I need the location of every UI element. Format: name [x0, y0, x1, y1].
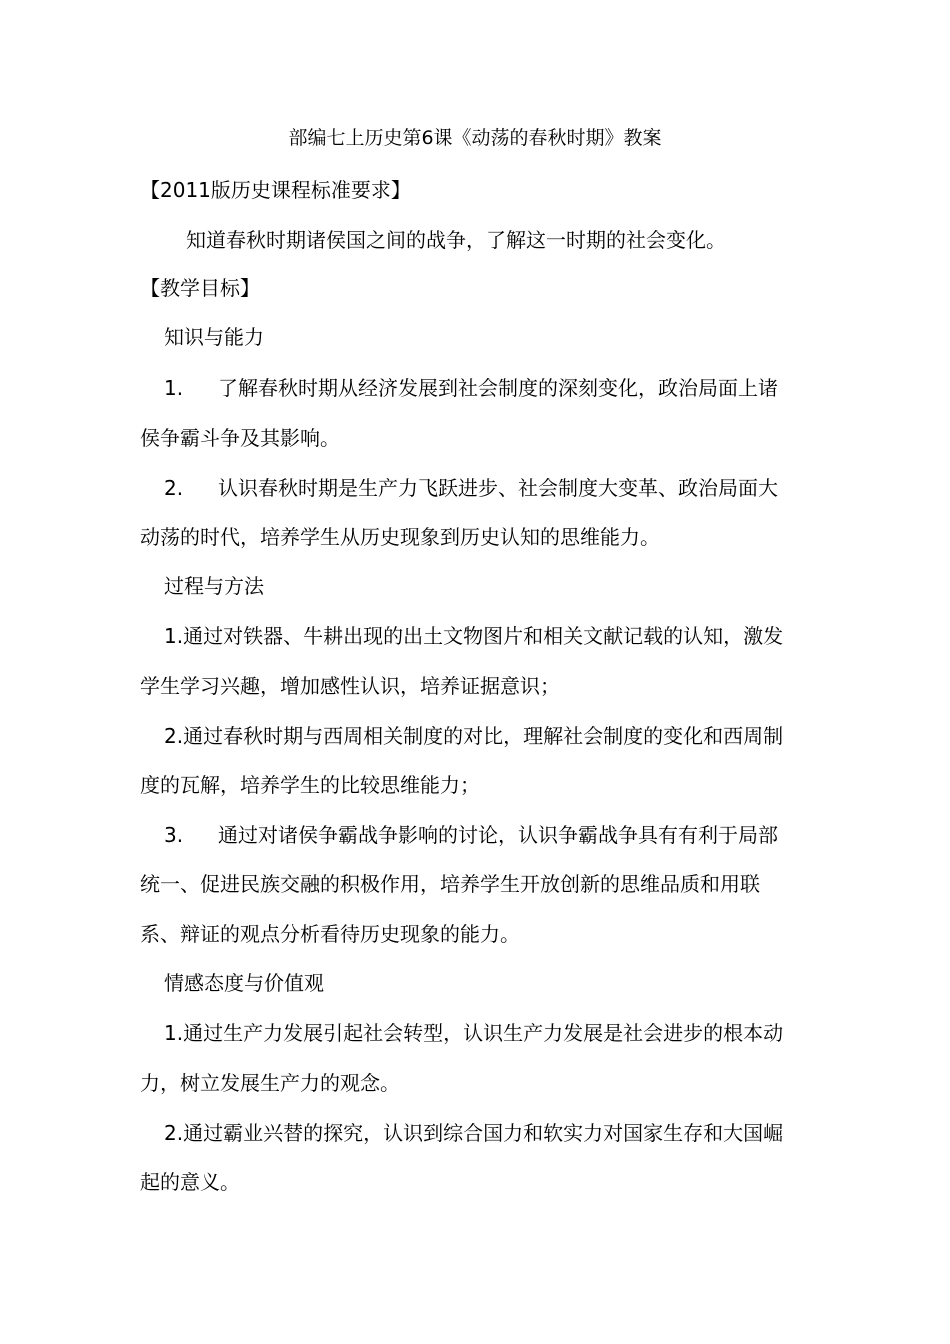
values-item-2-line-2: 起的意义。 — [140, 1170, 240, 1194]
values-item-2-line-1: 2.通过霸业兴替的探究，认识到综合国力和软实力对国家生存和大国崛 — [164, 1121, 784, 1145]
process-item-3-line-1 — [164, 821, 778, 849]
values-heading: 情感态度与价值观 — [164, 971, 324, 995]
knowledge-item-2-line-2: 动荡的时代，培养学生从历史现象到历史认知的思维能力。 — [140, 525, 660, 549]
document-title: 部编七上历史第6课《动荡的春秋时期》教案 — [288, 127, 662, 149]
process-item-3-line-2: 统一、促进民族交融的积极作用，培养学生开放创新的思维品质和用联 — [140, 872, 760, 896]
standard-text: 知道春秋时期诸侯国之间的战争，了解这一时期的社会变化。 — [186, 228, 726, 252]
knowledge-item-2-line-1 — [164, 474, 778, 502]
process-item-3-line-3: 系、辩证的观点分析看待历史现象的能力。 — [140, 922, 520, 946]
knowledge-item-1-text: 了解春秋时期从经济发展到社会制度的深刻变化，政治局面上诸 — [218, 376, 778, 400]
values-item-1-line-2: 力，树立发展生产力的观念。 — [140, 1071, 400, 1095]
knowledge-item-1-number: 1. — [164, 376, 184, 400]
knowledge-item-1-line-1 — [164, 374, 778, 402]
process-item-3-text: 通过对诸侯争霸战争影响的讨论，认识争霸战争具有有利于局部 — [218, 823, 778, 847]
knowledge-item-1-line-2: 侯争霸斗争及其影响。 — [140, 426, 340, 450]
standard-heading: 【2011版历史课程标准要求】 — [140, 178, 411, 202]
process-item-2-line-2: 度的瓦解，培养学生的比较思维能力； — [140, 773, 480, 797]
knowledge-item-2-text: 认识春秋时期是生产力飞跃进步、社会制度大变革、政治局面大 — [218, 476, 778, 500]
values-item-1-line-1: 1.通过生产力发展引起社会转型，认识生产力发展是社会进步的根本动 — [164, 1021, 784, 1045]
goals-heading: 【教学目标】 — [140, 276, 260, 300]
process-item-1-line-2: 学生学习兴趣，增加感性认识，培养证据意识； — [140, 674, 560, 698]
knowledge-heading: 知识与能力 — [164, 325, 264, 349]
process-item-2-line-1: 2.通过春秋时期与西周相关制度的对比，理解社会制度的变化和西周制 — [164, 724, 784, 748]
process-heading: 过程与方法 — [164, 574, 264, 598]
knowledge-item-2-number: 2. — [164, 476, 184, 500]
process-item-1-line-1: 1.通过对铁器、牛耕出现的出土文物图片和相关文献记载的认知，激发 — [164, 624, 784, 648]
process-item-3-number: 3. — [164, 823, 184, 847]
